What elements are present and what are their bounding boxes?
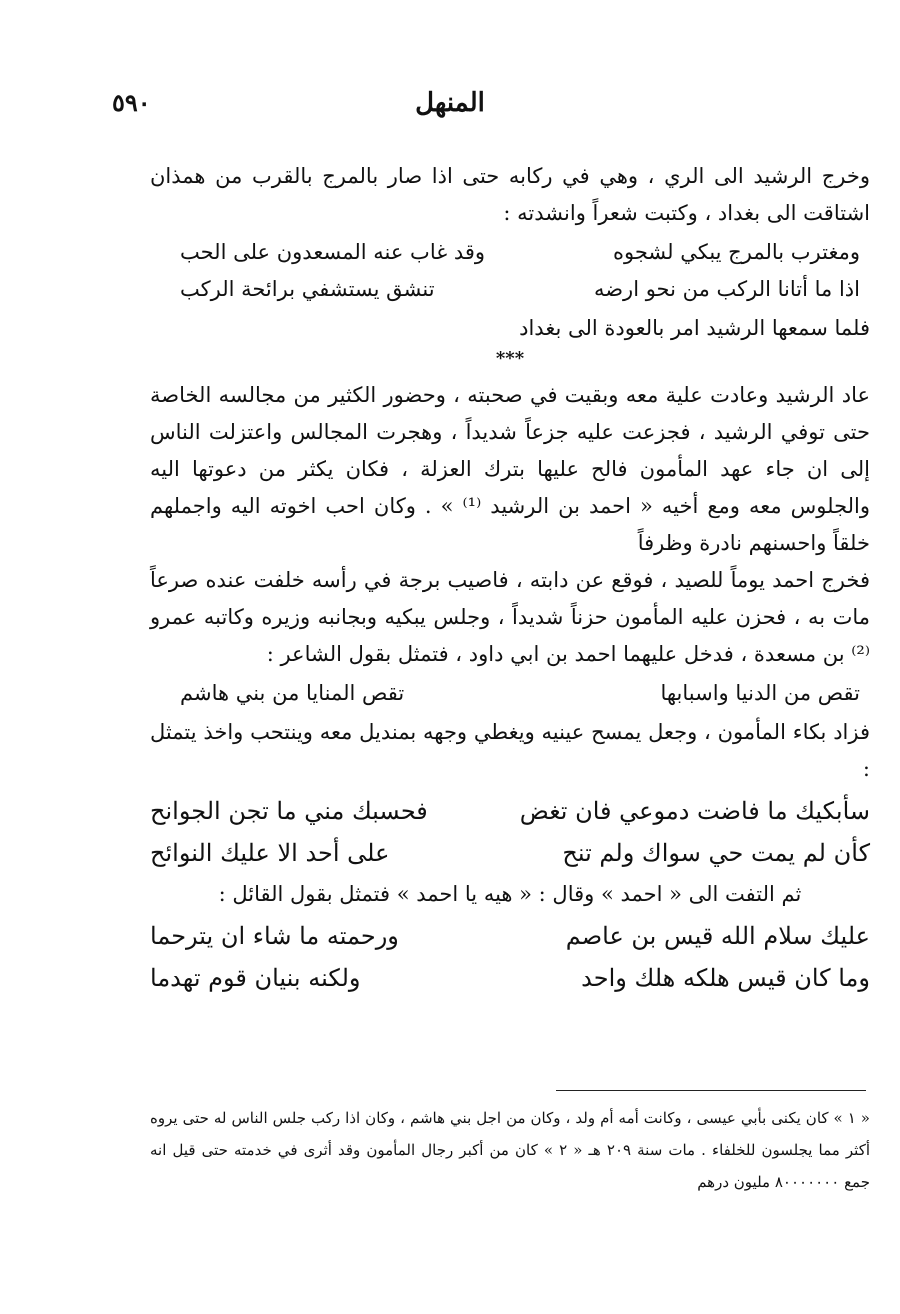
running-title: المنهل — [415, 88, 485, 118]
hemistich: اذا ما أتانا الركب من نحو ارضه — [593, 277, 860, 301]
poem-4-line-2 — [150, 957, 870, 999]
page-number: ٥٩٠ — [112, 88, 151, 117]
poem-3 — [150, 790, 870, 874]
hemistich: وقد غاب عنه المسعدون على الحب — [180, 240, 486, 264]
hemistich: على أحد الا عليك النوائح — [150, 839, 390, 867]
footnotes: « ١ » كان يكنى بأبي عيسى ، وكانت أمه أم ولد ، وكان من اجل بني هاشم ، وكان اذا ركب جلس الناس له حتى يروه أكثر مما يجلسون للخلفاء . مات سنة ٢٠٩ هـ « ٢ » كان من أكبر رجال المأمون وقد أثرى في خدمته حتى قيل انه جمع ٨٠٠٠٠٠٠٠ مليون درهم — [150, 1109, 871, 1191]
poem-4-line-1 — [150, 915, 870, 957]
hemistich: وما كان قيس هلكه هلك واحد — [581, 964, 870, 992]
section-separator: *** — [495, 348, 525, 369]
paragraph-2: فلما سمعها الرشيد امر بالعودة الى بغداد — [519, 316, 870, 340]
page-header — [0, 88, 900, 128]
poem-3-line-2 — [150, 832, 870, 874]
hemistich: ورحمته ما شاء ان يترحما — [150, 922, 399, 950]
footnote-divider — [556, 1090, 866, 1091]
hemistich: تقص المنايا من بني هاشم — [180, 681, 405, 705]
poem-1-line-2 — [150, 271, 870, 308]
poem-1-line-1 — [150, 234, 870, 271]
hemistich: فحسبك مني ما تجن الجوانح — [150, 797, 428, 825]
paragraph-6: ثم التفت الى « احمد » وقال : « هيه يا احمد » فتمثل بقول القائل : — [218, 882, 802, 906]
paragraph-4: فخرج احمد يوماً للصيد ، فوقع عن دابته ، فاصيب برجة في رأسه خلفت عنده صرعاً مات به ، فحزن عليه المأمون حزناً شديداً ، وجلس يبكيه وبجانبه وزيره وكاتبه عمرو ⁽²⁾ بن مسعدة ، فدخل عليهما احمد بن ابي داود ، فتمثل بقول الشاعر : — [150, 568, 870, 666]
hemistich: كأن لم يمت حي سواك ولم تنح — [562, 839, 870, 867]
hemistich: ولكنه بنيان قوم تهدما — [150, 964, 361, 992]
poem-1 — [150, 234, 870, 308]
main-text — [150, 158, 870, 1001]
poem-2 — [150, 675, 870, 712]
poem-2-line-1 — [150, 675, 870, 712]
poem-4 — [150, 915, 870, 999]
hemistich: عليك سلام الله قيس بن عاصم — [565, 922, 870, 950]
poem-3-line-1 — [150, 790, 870, 832]
hemistich: تقص من الدنيا واسبابها — [660, 681, 860, 705]
hemistich: ومغترب بالمرج يبكي لشجوه — [613, 240, 860, 264]
hemistich: تنشق يستشفي برائحة الركب — [180, 277, 435, 301]
paragraph-1: وخرج الرشيد الى الري ، وهي في ركابه حتى اذا صار بالمرج بالقرب من همذان اشتاقت الى بغداد ، وكتبت شعراً وانشدته : — [150, 164, 870, 225]
hemistich: سأبكيك ما فاضت دموعي فان تغض — [519, 797, 870, 825]
paragraph-3: عاد الرشيد وعادت علية معه وبقيت في صحبته ، وحضور الكثير من مجالسه الخاصة حتى توفي الرشيد ، فجزعت عليه جزعاً شديداً ، وهجرت المجالس واعتزلت الناس إلى ان جاء عهد المأمون فالح عليها بترك العزلة ، فكان يكثر من دعوتها اليه والجلوس معه ومع أخيه « احمد بن الرشيد ⁽¹⁾ » . وكان احب اخوته اليه واجملهم خلقاً واحسنهم نادرة وظرفاً — [150, 383, 870, 555]
paragraph-5: فزاد بكاء المأمون ، وجعل يمسح عينيه ويغطي وجهه بمنديل معه وينتحب واخذ يتمثل : — [150, 720, 870, 781]
